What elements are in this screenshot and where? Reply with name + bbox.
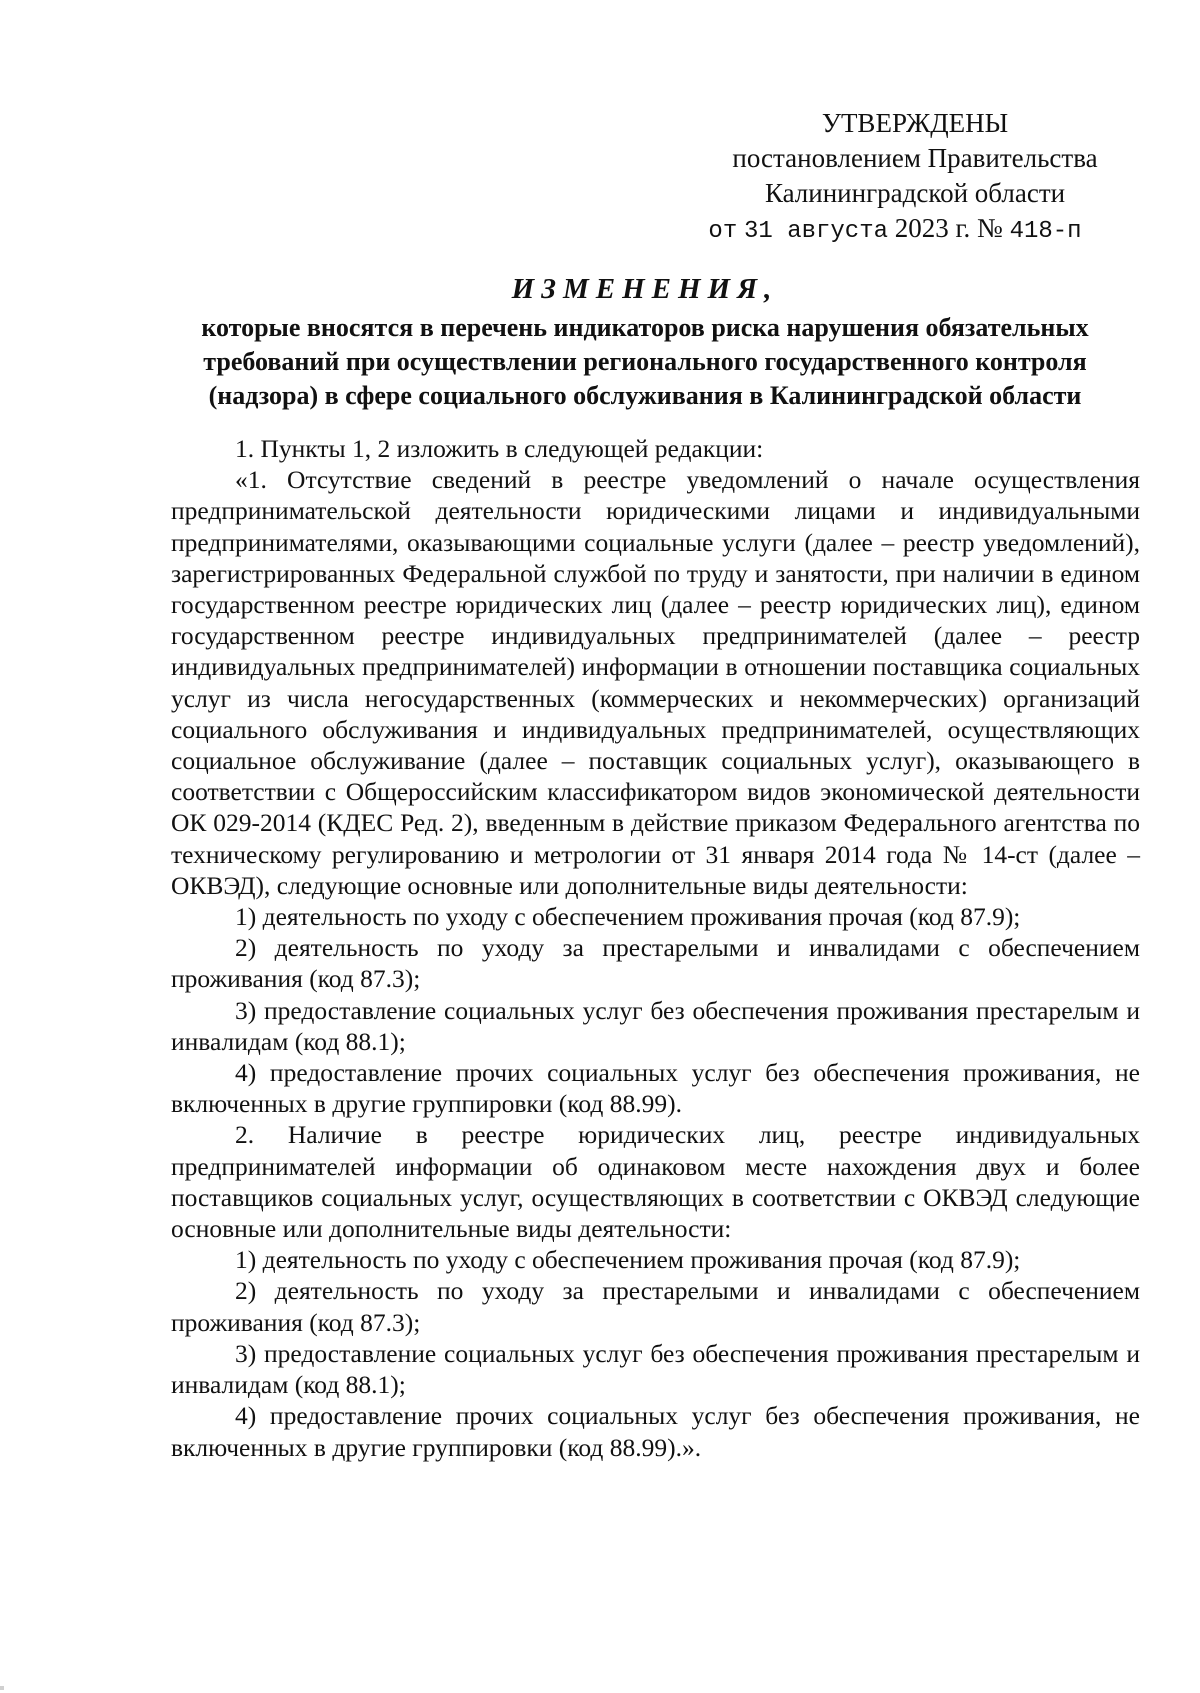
paragraph-10: 3) предоставление социальных услуг без обеспечения проживания престарелым и инвалидам (код 88.1); [171,1338,1140,1400]
approval-date-line [660,211,1130,249]
scan-artifact [0,1686,4,1690]
date-year: 2023 г. № [894,213,1003,243]
approval-line-2: постановлением Правительства [732,143,1098,173]
approval-block [700,106,1130,249]
paragraph-4: 2) деятельность по уходу за престарелыми и инвалидами с обеспечением проживания (код 87.3); [171,933,1140,994]
title-subtitle-line-1: которые вносятся в перечень индикаторов риска нарушения обязательных [201,313,1089,342]
paragraph-6: 4) предоставление прочих социальных услуг без обеспечения проживания, не включенных в другие группировки (код 88.99). [171,1058,1140,1119]
paragraph-11: 4) предоставление прочих социальных услуг без обеспечения проживания, не включенных в другие группировки (код 88.99).». [171,1401,1140,1462]
title-subtitle-line-3: (надзора) в сфере социального обслуживания в Калининградской области [208,381,1082,410]
title-subtitle-line-2: требований при осуществлении регионального государственного контроля [203,347,1087,376]
paragraph-8: 1) деятельность по уходу с обеспечением проживания прочая (код 87.9); [235,1245,1021,1275]
approval-line-3: Калининградской области [764,178,1066,208]
date-day-month: 31 августа [743,218,889,245]
paragraph-1: 1. Пункты 1, 2 изложить в следующей редакции: [235,434,764,463]
document-number: 418-п [1009,218,1082,245]
document-title [150,270,1140,413]
title-heading: ИЗМЕНЕНИЯ, [511,273,779,305]
date-prefix: от [708,218,738,245]
paragraph-5: 3) предоставление социальных услуг без обеспечения проживания престарелым и инвалидам (код 88.1); [171,995,1140,1056]
paragraph-3: 1) деятельность по уходу с обеспечением проживания прочая (код 87.9); [235,902,1021,932]
paragraph-2: «1. Отсутствие сведений в реестре уведомлений о начале осуществления предпринимательской деятельности юридическими лицами и индивидуальными предпринимателями, оказывающими социальные услуги (далее – реестр уведомлений), зарегистрированных Федеральной службой по труду и занятости, при наличии в едином государственном реестре юридических лиц (далее – реестр юридических лиц), едином государственном реестре индивидуальных предпринимателей (далее – реестр индивидуальных предпринимателей) информации в отношении поставщика социальных услуг из числа негосударственных (коммерческих и некоммерческих) организаций социального обслуживания и индивидуальных предпринимателей, осуществляющих социальное обслуживание (далее – поставщик социальных услуг), оказывающего в соответствии с Общероссийским классификатором видов экономической деятельности ОК 029-2014 (КДЕС Ред. 2), введенным в действие приказом Федерального агентства по техническому регулированию и метрологии от 31 января 2014 года № 14-ст (далее – ОКВЭД), следующие основные или дополнительные виды деятельности: [171,465,1140,900]
paragraph-7: 2. Наличие в реестре юридических лиц, реестре индивидуальных предпринимателей информации об одинаковом месте нахождения двух и более поставщиков социальных услуг, осуществляющих в соответствии с ОКВЭД следующие основные или дополнительные виды деятельности: [171,1120,1140,1244]
document-body [171,433,1140,1463]
paragraph-9: 2) деятельность по уходу за престарелыми и инвалидами с обеспечением проживания (код 87.3); [171,1276,1140,1337]
approval-title: УТВЕРЖДЕНЫ [821,108,1009,138]
